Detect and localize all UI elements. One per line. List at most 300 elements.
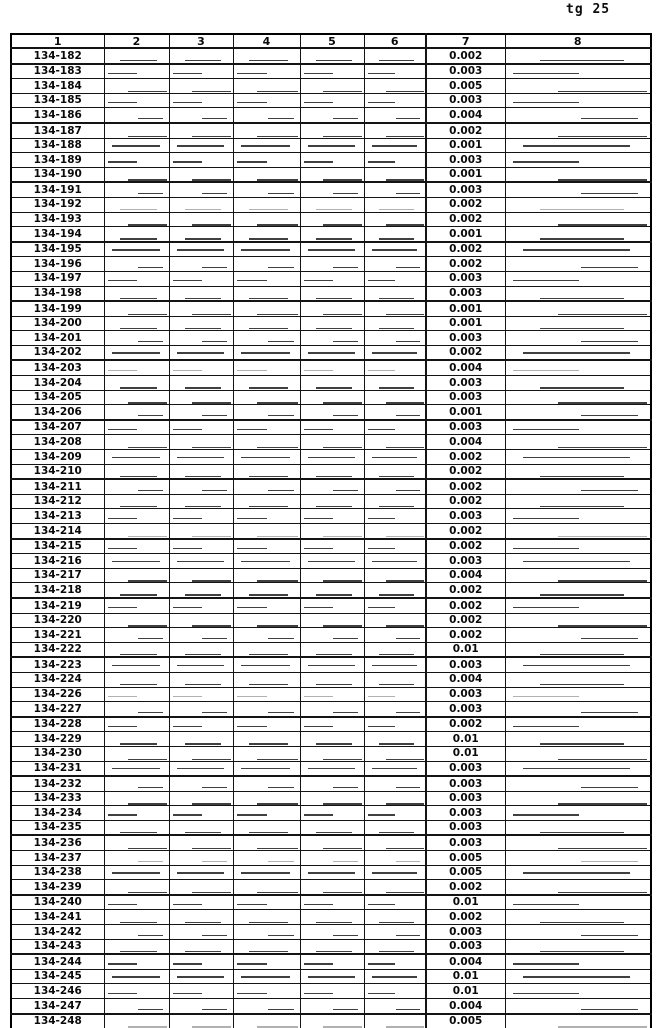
value-cell: 0.003 (426, 657, 505, 672)
empty-cell (104, 242, 169, 257)
empty-cell (169, 420, 233, 435)
table-row (11, 227, 651, 242)
value-cell: 0.002 (426, 212, 505, 227)
empty-cell (364, 583, 426, 598)
empty-cell (505, 999, 651, 1014)
row-label-cell: 134-237 (11, 851, 104, 866)
empty-cell (364, 598, 426, 613)
empty-cell (233, 360, 300, 375)
empty-cell (300, 123, 364, 138)
row-label-cell: 134-203 (11, 360, 104, 375)
table-row (11, 554, 651, 569)
table-row (11, 761, 651, 776)
column-header-8: 8 (505, 34, 651, 48)
empty-cell (104, 197, 169, 212)
empty-cell (104, 212, 169, 227)
empty-cell (233, 524, 300, 539)
empty-cell (233, 212, 300, 227)
empty-cell (364, 182, 426, 197)
empty-cell (169, 509, 233, 524)
empty-cell (233, 702, 300, 717)
table-row (11, 301, 651, 316)
empty-cell (364, 331, 426, 346)
empty-cell (505, 405, 651, 420)
empty-cell (169, 271, 233, 286)
table-row (11, 420, 651, 435)
value-cell: 0.002 (426, 880, 505, 895)
row-label-cell: 134-236 (11, 835, 104, 850)
empty-cell (233, 687, 300, 702)
empty-cell (364, 64, 426, 79)
empty-cell (233, 657, 300, 672)
table-row (11, 732, 651, 747)
table-row (11, 999, 651, 1014)
empty-cell (505, 257, 651, 272)
empty-cell (300, 746, 364, 761)
empty-cell (300, 702, 364, 717)
table-row (11, 450, 651, 465)
empty-cell (364, 376, 426, 391)
table-body (11, 48, 651, 1028)
row-label-cell: 134-193 (11, 212, 104, 227)
empty-cell (104, 865, 169, 880)
empty-cell (104, 717, 169, 732)
empty-cell (233, 331, 300, 346)
empty-cell (233, 48, 300, 64)
empty-cell (169, 746, 233, 761)
empty-cell (364, 405, 426, 420)
table-row (11, 93, 651, 108)
value-cell: 0.003 (426, 776, 505, 791)
empty-cell (364, 301, 426, 316)
empty-cell (233, 420, 300, 435)
empty-cell (169, 910, 233, 925)
empty-cell (169, 48, 233, 64)
empty-cell (505, 657, 651, 672)
value-cell: 0.003 (426, 271, 505, 286)
empty-cell (104, 420, 169, 435)
table-row (11, 865, 651, 880)
empty-cell (233, 227, 300, 242)
empty-cell (233, 197, 300, 212)
table-row (11, 746, 651, 761)
value-cell: 0.003 (426, 331, 505, 346)
empty-cell (505, 390, 651, 405)
empty-cell (505, 138, 651, 153)
empty-cell (104, 64, 169, 79)
empty-cell (233, 257, 300, 272)
empty-cell (169, 197, 233, 212)
empty-cell (169, 835, 233, 850)
table-row (11, 509, 651, 524)
empty-cell (364, 969, 426, 984)
empty-cell (300, 331, 364, 346)
empty-cell (169, 167, 233, 182)
empty-cell (364, 108, 426, 123)
row-label-cell: 134-217 (11, 568, 104, 583)
table-row (11, 494, 651, 509)
empty-cell (300, 301, 364, 316)
value-cell: 0.003 (426, 182, 505, 197)
empty-cell (364, 820, 426, 835)
row-label-cell: 134-208 (11, 435, 104, 450)
empty-cell (169, 642, 233, 657)
value-cell: 0.005 (426, 851, 505, 866)
value-cell: 0.001 (426, 316, 505, 331)
empty-cell (364, 999, 426, 1014)
empty-cell (233, 435, 300, 450)
empty-cell (104, 153, 169, 168)
empty-cell (300, 376, 364, 391)
value-cell: 0.01 (426, 746, 505, 761)
empty-cell (505, 851, 651, 866)
value-cell: 0.002 (426, 48, 505, 64)
empty-cell (300, 806, 364, 821)
table-row (11, 524, 651, 539)
empty-cell (169, 969, 233, 984)
table-row (11, 271, 651, 286)
empty-cell (233, 271, 300, 286)
empty-cell (104, 405, 169, 420)
row-label-cell: 134-182 (11, 48, 104, 64)
table-row (11, 360, 651, 375)
value-cell: 0.002 (426, 242, 505, 257)
empty-cell (300, 197, 364, 212)
value-cell: 0.01 (426, 969, 505, 984)
row-label-cell: 134-212 (11, 494, 104, 509)
empty-cell (104, 954, 169, 969)
empty-cell (104, 479, 169, 494)
empty-cell (233, 405, 300, 420)
empty-cell (300, 494, 364, 509)
empty-cell (300, 717, 364, 732)
empty-cell (169, 613, 233, 628)
empty-cell (104, 271, 169, 286)
table-row (11, 984, 651, 999)
empty-cell (505, 108, 651, 123)
empty-cell (233, 925, 300, 940)
empty-cell (104, 79, 169, 94)
row-label-cell: 134-242 (11, 925, 104, 940)
row-label-cell: 134-202 (11, 345, 104, 360)
empty-cell (233, 761, 300, 776)
value-cell: 0.001 (426, 227, 505, 242)
row-label-cell: 134-195 (11, 242, 104, 257)
empty-cell (104, 732, 169, 747)
row-label-cell: 134-188 (11, 138, 104, 153)
row-label-cell: 134-228 (11, 717, 104, 732)
empty-cell (104, 524, 169, 539)
empty-cell (169, 717, 233, 732)
row-label-cell: 134-199 (11, 301, 104, 316)
empty-cell (169, 984, 233, 999)
empty-cell (364, 657, 426, 672)
empty-cell (169, 227, 233, 242)
empty-cell (505, 613, 651, 628)
value-cell: 0.002 (426, 583, 505, 598)
empty-cell (233, 108, 300, 123)
row-label-cell: 134-244 (11, 954, 104, 969)
value-cell: 0.002 (426, 345, 505, 360)
empty-cell (233, 880, 300, 895)
value-cell: 0.004 (426, 360, 505, 375)
empty-cell (233, 969, 300, 984)
row-label-cell: 134-189 (11, 153, 104, 168)
empty-cell (505, 123, 651, 138)
row-label-cell: 134-192 (11, 197, 104, 212)
value-cell: 0.003 (426, 761, 505, 776)
table-row (11, 642, 651, 657)
table-row (11, 851, 651, 866)
empty-cell (300, 390, 364, 405)
empty-cell (300, 539, 364, 554)
empty-cell (300, 732, 364, 747)
value-cell: 0.003 (426, 806, 505, 821)
empty-cell (505, 969, 651, 984)
empty-cell (169, 108, 233, 123)
empty-cell (169, 524, 233, 539)
row-label-cell: 134-247 (11, 999, 104, 1014)
empty-cell (233, 345, 300, 360)
row-label-cell: 134-234 (11, 806, 104, 821)
row-label-cell: 134-245 (11, 969, 104, 984)
row-label-cell: 134-206 (11, 405, 104, 420)
empty-cell (169, 242, 233, 257)
empty-cell (233, 672, 300, 687)
value-cell: 0.001 (426, 405, 505, 420)
table-row (11, 345, 651, 360)
empty-cell (233, 820, 300, 835)
empty-cell (169, 583, 233, 598)
empty-cell (104, 984, 169, 999)
row-label-cell: 134-246 (11, 984, 104, 999)
empty-cell (233, 123, 300, 138)
empty-cell (505, 316, 651, 331)
empty-cell (364, 271, 426, 286)
empty-cell (169, 895, 233, 910)
empty-cell (169, 79, 233, 94)
value-cell: 0.003 (426, 286, 505, 301)
empty-cell (364, 167, 426, 182)
empty-cell (169, 316, 233, 331)
empty-cell (364, 509, 426, 524)
empty-cell (104, 939, 169, 954)
empty-cell (104, 376, 169, 391)
empty-cell (104, 820, 169, 835)
table-row (11, 672, 651, 687)
empty-cell (233, 732, 300, 747)
row-label-cell: 134-205 (11, 390, 104, 405)
empty-cell (104, 554, 169, 569)
empty-cell (505, 464, 651, 479)
empty-cell (300, 450, 364, 465)
empty-cell (505, 376, 651, 391)
empty-cell (364, 257, 426, 272)
row-label-cell: 134-219 (11, 598, 104, 613)
table-row (11, 910, 651, 925)
empty-cell (169, 820, 233, 835)
empty-cell (233, 153, 300, 168)
table-row (11, 212, 651, 227)
value-cell: 0.003 (426, 64, 505, 79)
value-cell: 0.002 (426, 494, 505, 509)
table-row (11, 197, 651, 212)
empty-cell (505, 820, 651, 835)
empty-cell (300, 687, 364, 702)
empty-cell (104, 628, 169, 643)
empty-cell (233, 539, 300, 554)
value-cell: 0.003 (426, 820, 505, 835)
empty-cell (169, 702, 233, 717)
empty-cell (300, 360, 364, 375)
table-row (11, 48, 651, 64)
empty-cell (233, 479, 300, 494)
row-label-cell: 134-186 (11, 108, 104, 123)
empty-cell (364, 524, 426, 539)
value-cell: 0.01 (426, 732, 505, 747)
empty-cell (233, 286, 300, 301)
empty-cell (505, 345, 651, 360)
empty-cell (364, 984, 426, 999)
table-row (11, 880, 651, 895)
empty-cell (169, 732, 233, 747)
empty-cell (104, 835, 169, 850)
row-label-cell: 134-229 (11, 732, 104, 747)
empty-cell (364, 895, 426, 910)
table-row (11, 776, 651, 791)
empty-cell (364, 954, 426, 969)
empty-cell (300, 64, 364, 79)
empty-cell (364, 746, 426, 761)
empty-cell (169, 791, 233, 806)
empty-cell (169, 598, 233, 613)
value-cell: 0.002 (426, 479, 505, 494)
empty-cell (300, 925, 364, 940)
empty-cell (233, 167, 300, 182)
empty-cell (104, 435, 169, 450)
table-row (11, 331, 651, 346)
row-label-cell: 134-209 (11, 450, 104, 465)
empty-cell (104, 390, 169, 405)
value-cell: 0.003 (426, 420, 505, 435)
empty-cell (364, 851, 426, 866)
empty-cell (104, 776, 169, 791)
empty-cell (505, 687, 651, 702)
empty-cell (505, 672, 651, 687)
empty-cell (233, 1014, 300, 1028)
empty-cell (104, 583, 169, 598)
row-label-cell: 134-201 (11, 331, 104, 346)
empty-cell (300, 227, 364, 242)
empty-cell (505, 167, 651, 182)
empty-cell (169, 1014, 233, 1028)
empty-cell (364, 316, 426, 331)
table-row (11, 628, 651, 643)
empty-cell (233, 835, 300, 850)
empty-cell (300, 613, 364, 628)
empty-cell (169, 880, 233, 895)
empty-cell (104, 672, 169, 687)
empty-cell (364, 806, 426, 821)
table-row (11, 79, 651, 94)
value-cell: 0.004 (426, 108, 505, 123)
empty-cell (104, 450, 169, 465)
table-row (11, 717, 651, 732)
empty-cell (364, 48, 426, 64)
empty-cell (364, 939, 426, 954)
empty-cell (300, 464, 364, 479)
row-label-cell: 134-215 (11, 539, 104, 554)
value-cell: 0.001 (426, 301, 505, 316)
empty-cell (300, 895, 364, 910)
table-row (11, 939, 651, 954)
table-row (11, 568, 651, 583)
column-header-2: 2 (104, 34, 169, 48)
empty-cell (169, 539, 233, 554)
empty-cell (300, 420, 364, 435)
empty-cell (104, 464, 169, 479)
empty-cell (505, 628, 651, 643)
table-row (11, 138, 651, 153)
empty-cell (104, 746, 169, 761)
empty-cell (364, 420, 426, 435)
value-cell: 0.003 (426, 702, 505, 717)
value-cell: 0.003 (426, 93, 505, 108)
value-cell: 0.01 (426, 984, 505, 999)
empty-cell (300, 79, 364, 94)
row-label-cell: 134-230 (11, 746, 104, 761)
empty-cell (233, 851, 300, 866)
empty-cell (169, 568, 233, 583)
empty-cell (505, 554, 651, 569)
empty-cell (364, 242, 426, 257)
empty-cell (300, 939, 364, 954)
empty-cell (104, 657, 169, 672)
data-table (10, 33, 652, 1028)
empty-cell (233, 776, 300, 791)
empty-cell (104, 999, 169, 1014)
empty-cell (364, 138, 426, 153)
empty-cell (169, 435, 233, 450)
empty-cell (364, 79, 426, 94)
empty-cell (364, 613, 426, 628)
value-cell: 0.004 (426, 435, 505, 450)
empty-cell (233, 954, 300, 969)
row-label-cell: 134-243 (11, 939, 104, 954)
empty-cell (104, 301, 169, 316)
empty-cell (169, 464, 233, 479)
table-row (11, 791, 651, 806)
empty-cell (300, 835, 364, 850)
empty-cell (505, 301, 651, 316)
row-label-cell: 134-232 (11, 776, 104, 791)
row-label-cell: 134-233 (11, 791, 104, 806)
table-row (11, 925, 651, 940)
empty-cell (300, 93, 364, 108)
empty-cell (104, 509, 169, 524)
row-label-cell: 134-224 (11, 672, 104, 687)
empty-cell (505, 642, 651, 657)
empty-cell (364, 776, 426, 791)
empty-cell (104, 642, 169, 657)
value-cell: 0.002 (426, 197, 505, 212)
empty-cell (104, 761, 169, 776)
empty-cell (233, 939, 300, 954)
table-row (11, 539, 651, 554)
row-label-cell: 134-218 (11, 583, 104, 598)
row-label-cell: 134-198 (11, 286, 104, 301)
empty-cell (300, 182, 364, 197)
